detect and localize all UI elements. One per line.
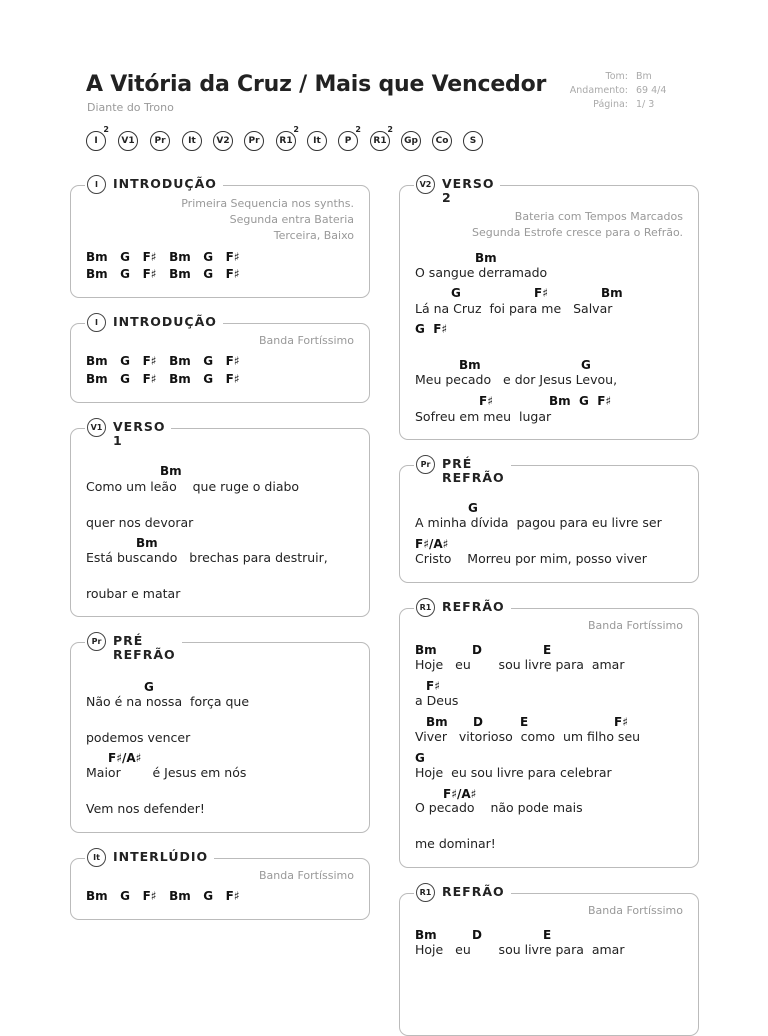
section-title-line: 2 [442,190,452,205]
section-title-line: VERSO [442,176,495,191]
nav-pill-interlude[interactable] [182,131,202,151]
lyric-line: quer nos devorar [86,515,194,530]
chord: G [415,751,425,765]
note-line: Segunda entra Bateria [229,213,354,226]
section-pre-chorus-1 [70,632,370,833]
chord: D [473,715,483,729]
nav-pill-label: I [94,136,98,146]
chord: Bm [475,251,497,265]
meta-labels [560,70,628,112]
lyric-line: O pecado não pode mais [415,800,583,815]
note-line: Banda Fortíssimo [588,619,683,632]
nav-pill-repeat: 2 [355,125,361,134]
section-header [85,313,223,332]
note-line: Segunda Estrofe cresce para o Refrão. [472,226,683,239]
section-title [442,457,505,485]
lyric-line: a Deus [415,693,459,708]
section-title: INTRODUÇÃO [113,176,217,191]
lyric-line: Como um leão que ruge o diabo [86,479,300,494]
lyric-line: Cristo Morreu por mim, posso viver [415,551,647,566]
nav-pill-label: V1 [121,136,135,146]
lyric-line: Está buscando brechas para destruir, [86,550,328,565]
nav-pill-pre[interactable] [244,131,264,151]
chord-line: Bm G F♯ Bm G F♯ [86,889,240,903]
section-notes [472,209,683,241]
nav-pill-label: Pr [154,136,166,146]
chord-line: Bm G F♯ Bm G F♯ [86,267,240,281]
section-badge: It [87,848,106,867]
section-header [414,883,511,902]
lyric-line: Meu pecado e dor Jesus Levou, [415,372,618,387]
tempo-value: 69 4/4 [636,85,667,96]
note-line: Terceira, Baixo [273,229,354,242]
section-badge: Pr [416,455,435,474]
page-label: Página: [593,99,628,110]
section-header [414,455,511,485]
nav-pill-label: R1 [373,136,387,146]
chord: Bm [459,358,481,372]
lyric-line: Maior é Jesus em nós [86,765,247,780]
section-header [85,175,223,194]
chord: G [468,501,478,515]
chord-line: Bm G F♯ Bm G F♯ [86,372,240,386]
section-header [414,598,511,617]
chord: Bm [426,715,448,729]
chord: Bm [160,464,182,478]
nav-pill-label: It [188,136,196,146]
nav-pill-label: It [313,136,321,146]
section-title: INTERLÚDIO [113,849,209,864]
section-badge: R1 [416,598,435,617]
lyric-line: Hoje eu sou livre para amar [415,657,625,672]
section-badge: I [87,175,106,194]
section-verse-1 [70,418,370,617]
lyric-line: Hoje eu sou livre para amar [415,942,625,957]
nav-pill-intro[interactable] [86,125,109,151]
nav-pill-chorus[interactable] [370,125,393,151]
section-badge: V2 [416,175,435,194]
section-chorus-1 [399,598,699,868]
chord: F♯/A♯ [443,787,477,801]
section-badge: R1 [416,883,435,902]
section-notes [181,196,354,244]
lyric-line: me dominar! [415,836,496,851]
meta-values [636,70,666,112]
nav-pill-label: Pr [248,136,260,146]
chord: G [451,286,461,300]
section-verse-2 [399,175,699,440]
section-header [85,848,214,867]
nav-pill-chorus[interactable] [276,125,299,151]
section-header [414,175,500,205]
nav-pill-repeat: 2 [293,125,299,134]
chord: G F♯ [415,322,448,336]
chord: F♯ [534,286,549,300]
nav-pill-label: Gp [404,136,418,146]
section-intro-2 [70,313,370,403]
section-badge: I [87,313,106,332]
chord: F♯ [614,715,629,729]
section-notes [588,903,683,919]
section-title: REFRÃO [442,599,505,614]
nav-pill-verse2[interactable] [213,131,233,151]
nav-pill-verse1[interactable] [118,131,138,151]
lyric-line: Sofreu em meu lugar [415,409,552,424]
section-title-line: PRÉ [442,456,473,471]
section-badge: V1 [87,418,106,437]
chord: D [472,643,482,657]
note-line: Banda Fortíssimo [588,904,683,917]
key-label: Tom: [605,71,628,82]
note-line: Bateria com Tempos Marcados [514,210,683,223]
nav-pill-repeat: 2 [103,125,109,134]
note-line: Banda Fortíssimo [259,869,354,882]
section-title: INTRODUÇÃO [113,314,217,329]
section-title: REFRÃO [442,884,505,899]
note-line: Primeira Sequencia nos synths. [181,197,354,210]
nav-pill-label: R1 [279,136,293,146]
nav-pill-interlude[interactable] [307,131,327,151]
chord: D [472,928,482,942]
chord: F♯/A♯ [108,751,142,765]
key-value: Bm [636,71,652,82]
nav-pill-p[interactable] [338,125,361,151]
section-intro-1 [70,175,370,298]
chord: Bm [415,928,437,942]
chord: Bm [601,286,623,300]
lyric-line: podemos vencer [86,730,191,745]
lyric-line: Viver vitorioso como um filho seu [415,729,641,744]
chord: G [144,680,154,694]
lyric-line: Hoje eu sou livre para celebrar [415,765,612,780]
lyric-line: Vem nos defender! [86,801,205,816]
section-title-line: REFRÃO [442,470,505,485]
section-title-line: VERSO [113,419,166,434]
section-notes [588,618,683,634]
section-title [442,177,494,205]
tempo-label: Andamento: [569,85,628,96]
chord: G [581,358,591,372]
nav-pill-coda[interactable] [432,131,452,151]
nav-pill-label: V2 [216,136,230,146]
section-badge: Pr [87,632,106,651]
section-title-line: PRÉ [113,633,144,648]
section-title-line: 1 [113,433,123,448]
section-notes [259,333,354,349]
chord-line: Bm G F♯ Bm G F♯ [86,250,240,264]
chord: Bm [136,536,158,550]
note-line: Banda Fortíssimo [259,334,354,347]
song-title: A Vitória da Cruz / Mais que Vencedor [86,72,547,97]
lyric-line: A minha dívida pagou para eu livre ser [415,515,662,530]
chord: E [543,928,552,942]
nav-pill-label: S [469,136,477,146]
page-value: 1/ 3 [636,99,655,110]
nav-pill-pre[interactable] [150,131,170,151]
lyric-line: roubar e matar [86,586,181,601]
artist-name: Diante do Trono [87,101,174,114]
section-notes [259,868,354,884]
chord-line: Bm G F♯ Bm G F♯ [86,354,240,368]
nav-pill-label: P [344,136,352,146]
chord: E [543,643,552,657]
nav-pill-s[interactable] [463,131,483,151]
chord: F♯ [426,679,441,693]
chord: Bm G F♯ [549,394,612,408]
nav-pill-label: Co [435,136,449,146]
chord: F♯/A♯ [415,537,449,551]
lyric-line: O sangue derramado [415,265,548,280]
section-title [113,634,176,662]
chord: E [520,715,529,729]
lyric-line: Lá na Cruz foi para me Salvar [415,301,613,316]
lyric-line: Não é na nossa força que [86,694,250,709]
section-title-line: REFRÃO [113,647,176,662]
chord: Bm [415,643,437,657]
chord: F♯ [479,394,494,408]
section-header [85,632,182,662]
section-interlude [70,848,370,920]
section-chorus-2 [399,883,699,1024]
section-pre-chorus-2 [399,455,699,583]
nav-pill-repeat: 2 [387,125,393,134]
section-title [113,420,165,448]
section-header [85,418,171,448]
nav-pill-gp[interactable] [401,131,421,151]
